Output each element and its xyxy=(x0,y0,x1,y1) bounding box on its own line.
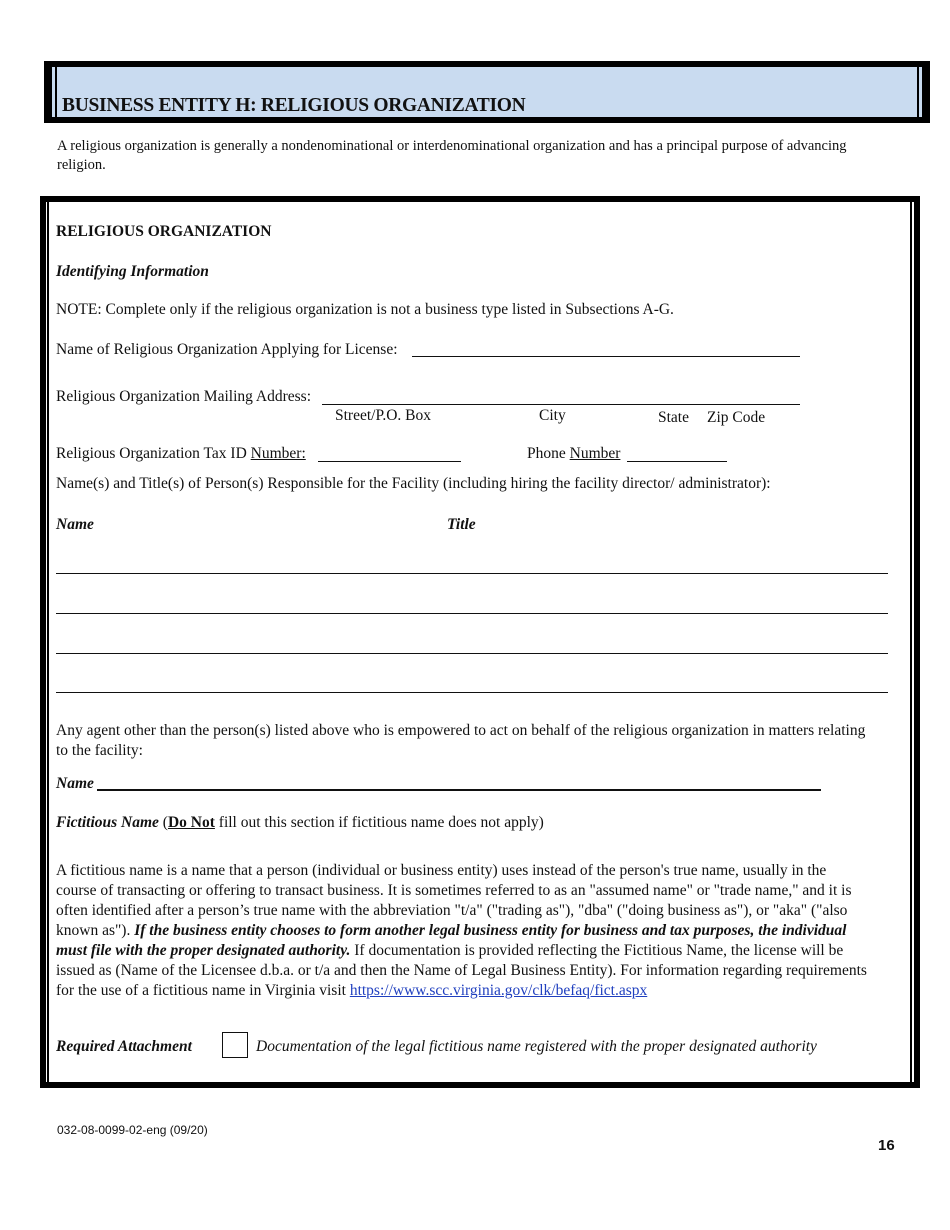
fictitious-para-1: A fictitious name is a name that a person (individual or business entity) uses instead of the person's true name, usually in the course of transacting or offering to transact business. It is sometimes referred to as an "assumed name" or "trade name," and it is often identified after a person’s true name with the abbreviation "t/a" ("trading as"), "dba" ("doing business as"), or "aka" ("also known as"). xyxy=(56,862,852,939)
tax-id-label-text: Religious Organization Tax ID xyxy=(56,445,247,462)
required-attachment-label: Required Attachment xyxy=(56,1038,192,1055)
fictitious-paren: ( xyxy=(162,814,168,831)
form-border-bottom xyxy=(40,1082,920,1088)
agent-text: Any agent other than the person(s) listed above who is empowered to act on behalf of the religious organization in matters relating to the facility: xyxy=(56,722,866,759)
agent-name-input-line[interactable] xyxy=(97,789,821,791)
header-border-left xyxy=(44,61,52,123)
section-title: RELIGIOUS ORGANIZATION xyxy=(56,223,272,240)
header-border-right-inner xyxy=(917,67,919,123)
mailing-address-input-line[interactable] xyxy=(322,404,800,405)
fictitious-link[interactable]: https://www.scc.virginia.gov/clk/befaq/fict.aspx xyxy=(349,982,648,999)
tax-id-label xyxy=(56,444,306,464)
page-number: 16 xyxy=(878,1137,895,1154)
fictitious-heading-rest: fill out this section if fictitious name does not apply) xyxy=(218,814,544,831)
tax-id-input-line[interactable] xyxy=(318,461,461,462)
person-line-3[interactable] xyxy=(56,653,888,654)
person-line-4[interactable] xyxy=(56,692,888,693)
header-border-bottom xyxy=(44,117,930,123)
form-code: 032-08-0099-02-eng (09/20) xyxy=(57,1123,208,1137)
form-border-left xyxy=(40,196,46,1088)
city-label: City xyxy=(539,407,566,424)
fictitious-para-2: If documentation is provided reflecting the Fictitious Name, the license will be issued as (Name of the Licensee d.b.a. or t/a and then the Name of Legal Business Entity). For information regarding requirements for the use of a fictitious name in Virginia visit xyxy=(56,942,867,999)
page-title: BUSINESS ENTITY H: RELIGIOUS ORGANIZATION xyxy=(62,95,526,116)
zip-label: Zip Code xyxy=(707,409,766,426)
attachment-description: Documentation of the legal fictitious name registered with the proper designated authority xyxy=(256,1038,817,1055)
form-border-right-inner xyxy=(910,202,912,1082)
phone-label xyxy=(527,444,620,464)
fictitious-para-bold: If the business entity chooses to form another legal business entity for business and tax purposes, the individual must file with the proper designated authority. xyxy=(56,922,847,959)
phone-number-label: Number xyxy=(569,445,621,462)
form-border-right xyxy=(914,196,920,1088)
name-column-header: Name xyxy=(56,516,94,533)
person-line-1[interactable] xyxy=(56,573,888,574)
do-not-text: Do Not xyxy=(167,814,215,831)
fictitious-heading xyxy=(56,813,544,833)
phone-input-line[interactable] xyxy=(627,461,727,462)
header-border-right xyxy=(922,61,930,123)
attachment-checkbox[interactable] xyxy=(222,1032,248,1058)
street-label: Street/P.O. Box xyxy=(335,407,432,424)
state-label: State xyxy=(658,409,689,426)
org-name-input-line[interactable] xyxy=(412,356,800,357)
persons-responsible-label: Name(s) and Title(s) of Person(s) Responsible for the Facility (including hiring the facility director/ administrator): xyxy=(56,475,771,492)
intro-text: A religious organization is generally a nondenominational or interdenominational organization and has a principal purpose of advancing religion. xyxy=(57,138,847,173)
form-border-left-inner xyxy=(47,202,49,1082)
mailing-address-label: Religious Organization Mailing Address: xyxy=(56,388,312,405)
phone-label-text: Phone xyxy=(527,445,566,462)
note-text: NOTE: Complete only if the religious organization is not a business type listed in Subsections A-G. xyxy=(56,301,674,318)
agent-name-label: Name xyxy=(56,775,94,792)
fictitious-paragraph xyxy=(56,861,868,1001)
header-border-top xyxy=(44,61,930,67)
form-border-top xyxy=(40,196,920,202)
section-subtitle: Identifying Information xyxy=(56,263,209,280)
tax-id-number-label: Number: xyxy=(250,445,306,462)
title-column-header: Title xyxy=(447,516,476,533)
org-name-label: Name of Religious Organization Applying for License: xyxy=(56,341,398,358)
person-line-2[interactable] xyxy=(56,613,888,614)
header-border-left-inner xyxy=(55,67,57,123)
fictitious-heading-title: Fictitious Name xyxy=(56,814,159,831)
